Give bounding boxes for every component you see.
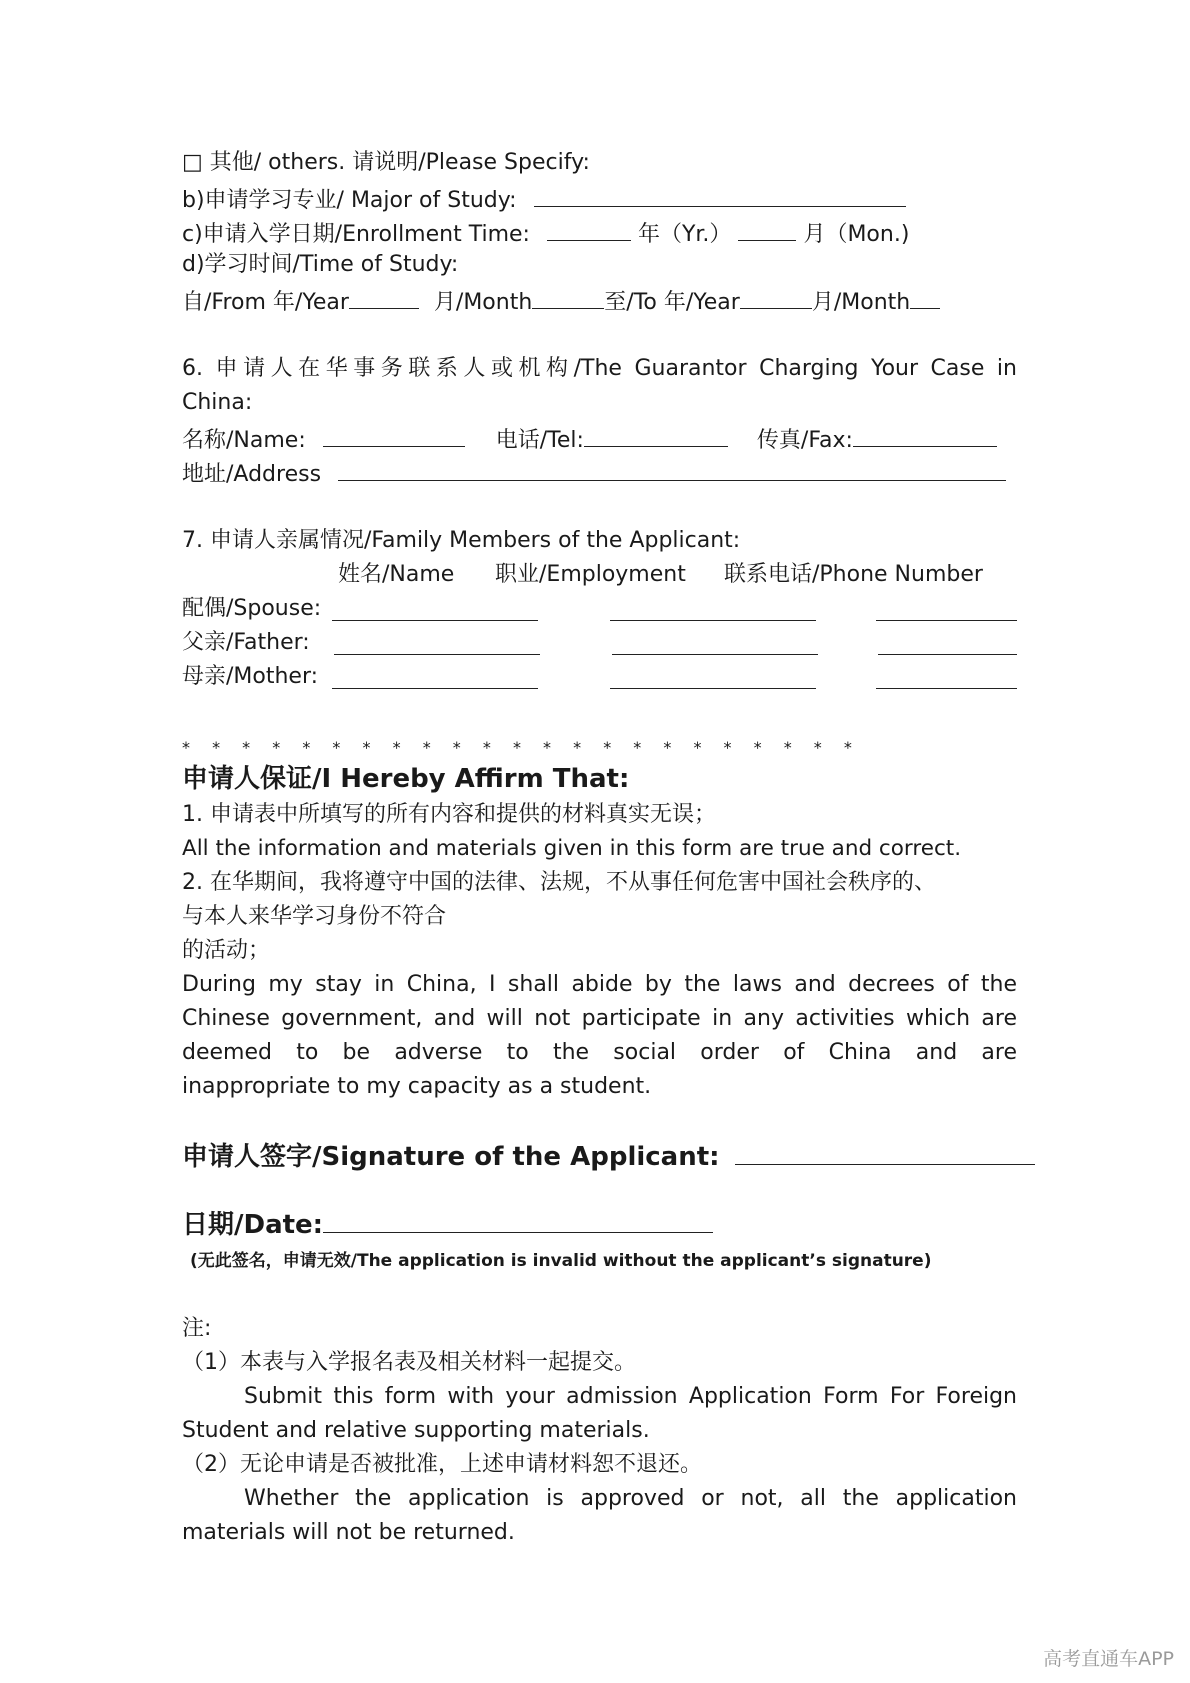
- guarantor-heading-cont: China:: [182, 390, 253, 415]
- notes-title: 注:: [182, 1316, 212, 1341]
- spouse-phone-field[interactable]: [876, 596, 1017, 621]
- family-col-employment: 职业/Employment: [495, 562, 686, 587]
- enrollment-row: [182, 216, 909, 250]
- mother-name-field[interactable]: [332, 664, 538, 689]
- father-employment-field[interactable]: [612, 630, 818, 655]
- major-label: b)申请学习专业/ Major of Study:: [182, 188, 517, 213]
- affirm-item1-en: All the information and materials given in this form are true and correct.: [182, 836, 962, 861]
- note2-en-line2: materials will not be returned.: [182, 1520, 515, 1545]
- signature-label: 申请人签字/Signature of the Applicant:: [182, 1142, 720, 1172]
- guarantor-name-field[interactable]: [323, 422, 465, 447]
- major-of-study-row: [182, 182, 906, 216]
- guarantor-name-label: 名称/Name:: [182, 428, 306, 453]
- time-of-study-label: d)学习时间/Time of Study:: [182, 252, 459, 277]
- enrollment-year-label: 年（Yr.）: [637, 222, 732, 247]
- note1-en-line1: Submit this form with your admission Application Form For Foreign: [244, 1384, 1017, 1409]
- date-field[interactable]: [323, 1206, 713, 1233]
- star-separator: * * * * * * * * * * * * * * * * * * * * * * *: [182, 738, 852, 757]
- note2-cn: （2）无论申请是否被批准，上述申请材料恕不退还。: [182, 1452, 702, 1477]
- family-row-mother: [182, 662, 1017, 692]
- enrollment-month-field[interactable]: [738, 216, 796, 241]
- guarantor-fax-field[interactable]: [853, 422, 997, 447]
- time-of-study-row: [182, 284, 940, 318]
- from-year-label: 自/From 年/Year: [182, 290, 349, 315]
- note2-en-line1: Whether the application is approved or not, all the application: [244, 1486, 1017, 1511]
- signature-row: [182, 1138, 1035, 1172]
- spouse-name-field[interactable]: [332, 596, 538, 621]
- invalid-note: (无此签名，申请无效/The application is invalid without the applicant’s signature): [190, 1251, 932, 1271]
- enrollment-year-field[interactable]: [547, 216, 631, 241]
- watermark: 高考直通车APP: [1043, 1648, 1174, 1670]
- to-year-field[interactable]: [740, 284, 812, 309]
- family-col-phone: 联系电话/Phone Number: [724, 562, 983, 587]
- mother-phone-field[interactable]: [876, 664, 1017, 689]
- spouse-label: 配偶/Spouse:: [182, 596, 322, 621]
- from-month-label: 月/Month: [433, 290, 533, 315]
- affirm-item2-cn-line2: 与本人来华学习身份不符合: [182, 904, 447, 929]
- mother-employment-field[interactable]: [610, 664, 816, 689]
- affirm-item2-cn-line1: 2. 在华期间，我将遵守中国的法律、法规，不从事任何危害中国社会秩序的、: [182, 870, 936, 895]
- father-phone-field[interactable]: [878, 630, 1017, 655]
- spouse-employment-field[interactable]: [610, 596, 816, 621]
- affirm-item2-cn-line3: 的活动；: [182, 938, 271, 963]
- note1-en-line2: Student and relative supporting materials.: [182, 1418, 650, 1443]
- guarantor-tel-label: 电话/Tel:: [495, 428, 584, 453]
- signature-field[interactable]: [735, 1138, 1035, 1165]
- affirm-item1-cn: 1. 申请表中所填写的所有内容和提供的材料真实无误；: [182, 802, 716, 827]
- mother-label: 母亲/Mother:: [182, 664, 319, 689]
- from-month-field[interactable]: [532, 284, 604, 309]
- family-row-father: [182, 628, 1017, 658]
- date-label: 日期/Date:: [182, 1210, 324, 1240]
- family-heading: 7. 申请人亲属情况/Family Members of the Applicant:: [182, 528, 741, 553]
- affirm-item2-en-line1: During my stay in China, I shall abide by the laws and decrees of the: [182, 972, 1017, 997]
- guarantor-heading: 6. 申请人在华事务联系人或机构/The Guarantor Charging Your Case in: [182, 356, 1017, 381]
- family-col-name: 姓名/Name: [338, 562, 455, 587]
- affirm-heading: 申请人保证/I Hereby Affirm That:: [182, 764, 630, 794]
- others-option: □ 其他/ others. 请说明/Please Specify:: [182, 150, 590, 175]
- affirm-item2-en-line3: deemed to be adverse to the social order of China and are: [182, 1040, 1017, 1065]
- father-name-field[interactable]: [334, 630, 540, 655]
- affirm-item2-en-line4: inappropriate to my capacity as a student.: [182, 1074, 652, 1099]
- to-month-field[interactable]: [910, 284, 940, 309]
- note1-cn: （1）本表与入学报名表及相关材料一起提交。: [182, 1350, 636, 1375]
- guarantor-address-label: 地址/Address: [182, 462, 322, 487]
- family-row-spouse: [182, 594, 1017, 624]
- enrollment-month-label: 月（Mon.): [803, 222, 910, 247]
- guarantor-tel-field[interactable]: [584, 422, 728, 447]
- to-year-label: 至/To 年/Year: [604, 290, 740, 315]
- to-month-label: 月/Month: [811, 290, 911, 315]
- affirm-item2-en-line2: Chinese government, and will not participate in any activities which are: [182, 1006, 1017, 1031]
- guarantor-address-row: [182, 456, 1006, 490]
- from-year-field[interactable]: [349, 284, 419, 309]
- date-row: [182, 1206, 713, 1240]
- major-field[interactable]: [534, 182, 906, 207]
- guarantor-fax-label: 传真/Fax:: [756, 428, 853, 453]
- father-label: 父亲/Father:: [182, 630, 310, 655]
- guarantor-contact-row: [182, 422, 997, 456]
- guarantor-address-field[interactable]: [338, 456, 1006, 481]
- enrollment-label: c)申请入学日期/Enrollment Time:: [182, 222, 530, 247]
